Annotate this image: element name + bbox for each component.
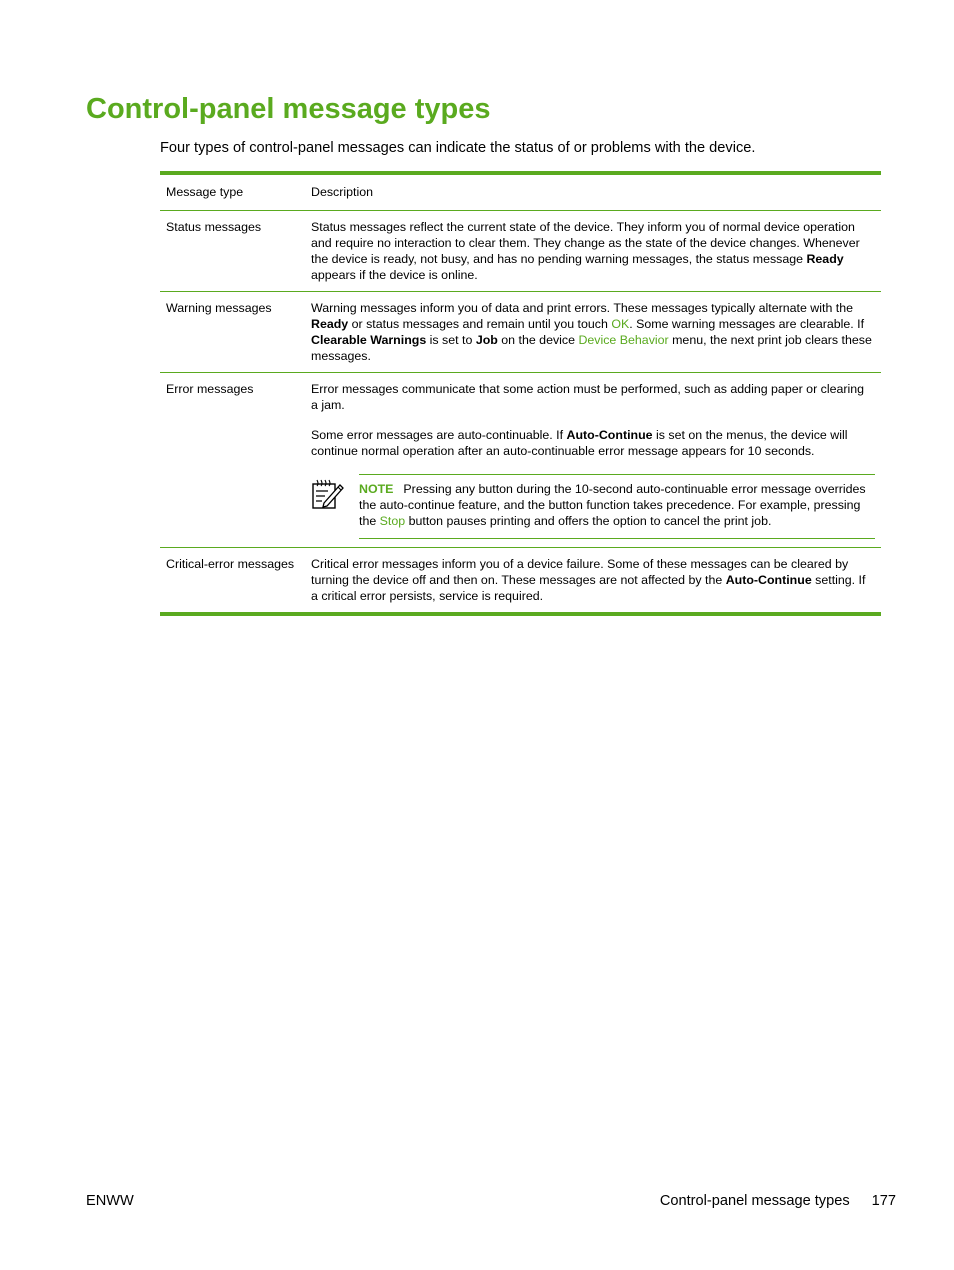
error-type: Error messages bbox=[166, 382, 254, 396]
message-types-table bbox=[160, 171, 881, 616]
status-description: Status messages reflect the current state of the device. They inform you of normal device operation and require no interaction to clear them. They change as the state of the device changes. Whenever the device is ready, not busy, and has no pending warning messages, the status message Ready appears if the device is online. bbox=[311, 220, 860, 282]
table-row-warning bbox=[160, 291, 881, 372]
header-description: Description bbox=[311, 185, 373, 199]
critical-description: Critical error messages inform you of a device failure. Some of these messages can be cleared by turning the device off and then on. These messages are not affected by the Auto-Continue setting. If a critical error persists, service is required. bbox=[311, 557, 866, 603]
note-text: NOTE Pressing any button during the 10-second auto-continuable error message overrides the auto-continue feature, and the button function takes precedence. For example, pressing the Stop button pauses printing and offers the option to cancel the print job. bbox=[359, 474, 875, 539]
warning-description: Warning messages inform you of data and print errors. These messages typically alternate with the Ready or status messages and remain until you touch OK. Some warning messages are clearable. If Clearable Warnings is set to Job on the device Device Behavior menu, the next print job clears these messages. bbox=[311, 301, 872, 363]
table-row-error bbox=[160, 372, 881, 547]
table-header-row bbox=[160, 175, 881, 210]
note-pencil-icon bbox=[311, 477, 345, 511]
stop-link[interactable]: Stop bbox=[379, 514, 406, 528]
page-number: 177 bbox=[871, 1193, 896, 1209]
footer-section: Control-panel message types bbox=[659, 1193, 850, 1209]
error-description: Error messages communicate that some action must be performed, such as adding paper or clearing a jam. Some error messages are auto-continuable. If Auto-Continue is set on the menus, the device will continue normal operation after an auto-continuable error message appears for 10 seconds. NOTE Pressing any button during the 10-second auto-continuable error message overrides the auto-continue feature, and the button function takes precedence. For example, pressing the Stop button pauses printing and offers the option to cancel the print job. bbox=[305, 373, 881, 547]
critical-type: Critical-error messages bbox=[166, 557, 295, 571]
intro-text: Four types of control-panel messages can indicate the status of or problems with the device. bbox=[160, 140, 756, 156]
note-box bbox=[311, 474, 873, 539]
header-message-type: Message type bbox=[166, 185, 244, 199]
ok-link[interactable]: OK bbox=[611, 317, 630, 331]
device-behavior-link[interactable]: Device Behavior bbox=[578, 333, 669, 347]
footer-left: ENWW bbox=[86, 1193, 134, 1209]
note-label: NOTE bbox=[359, 482, 394, 496]
table-row-status bbox=[160, 210, 881, 291]
footer-right bbox=[660, 1192, 896, 1210]
warning-type: Warning messages bbox=[166, 301, 272, 315]
page-title: Control-panel message types bbox=[86, 93, 491, 125]
table-row-critical bbox=[160, 547, 881, 612]
status-type: Status messages bbox=[166, 220, 262, 234]
